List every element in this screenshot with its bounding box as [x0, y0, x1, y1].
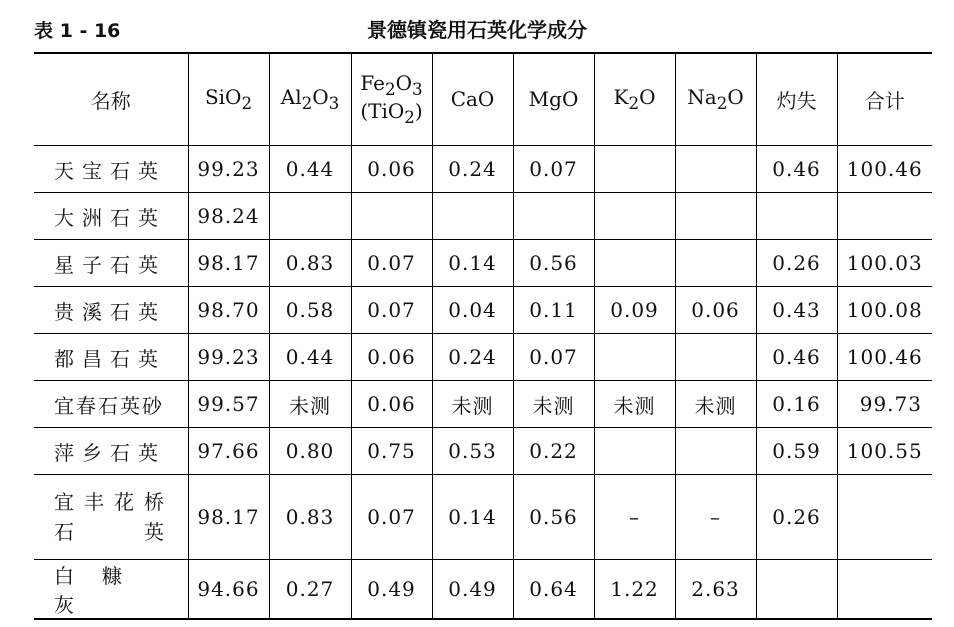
cell-loss: 0.26	[756, 475, 837, 560]
cell-fe2o3: 0.07	[351, 287, 432, 334]
cell-loss: 0.59	[756, 428, 837, 475]
cell-na2o: 未测	[675, 381, 756, 428]
cell-al2o3	[269, 193, 351, 240]
cell-cao: 0.24	[432, 334, 513, 381]
row-name-line2-end: 英	[144, 520, 164, 544]
cell-al2o3: 未测	[269, 381, 351, 428]
cell-fe2o3: 0.06	[351, 146, 432, 193]
header-total: 合计	[837, 53, 932, 146]
cell-sio2: 98.70	[188, 287, 269, 334]
cell-fe2o3: 0.07	[351, 475, 432, 560]
table-row	[34, 146, 932, 193]
cell-fe2o3: 0.75	[351, 428, 432, 475]
header-sio2: SiO$_2$	[188, 53, 269, 146]
row-name: 萍乡石英	[34, 428, 188, 475]
cell-fe2o3: 0.06	[351, 381, 432, 428]
cell-loss: 0.46	[756, 334, 837, 381]
table-caption: 景德镇瓷用石英化学成分	[367, 18, 587, 42]
cell-al2o3: 0.27	[269, 560, 351, 620]
cell-cao	[432, 193, 513, 240]
cell-sio2: 98.24	[188, 193, 269, 240]
header-row	[34, 53, 932, 146]
cell-cao: 0.24	[432, 146, 513, 193]
cell-na2o	[675, 146, 756, 193]
cell-cao: 0.53	[432, 428, 513, 475]
table-row	[34, 475, 932, 560]
row-name: 白糠灰	[34, 560, 188, 620]
row-name: 都昌石英	[34, 334, 188, 381]
header-loss: 灼失	[756, 53, 837, 146]
cell-loss: 0.16	[756, 381, 837, 428]
cell-fe2o3	[351, 193, 432, 240]
cell-al2o3: 0.80	[269, 428, 351, 475]
cell-loss: 0.43	[756, 287, 837, 334]
cell-total: 99.73	[837, 381, 932, 428]
table-number: 表 1 - 16	[34, 20, 121, 42]
cell-k2o	[594, 240, 675, 287]
cell-loss	[756, 560, 837, 620]
header-al2o3: $Al_2O_3$	[269, 53, 351, 146]
table-row	[34, 381, 932, 428]
cell-k2o	[594, 428, 675, 475]
cell-al2o3: 0.83	[269, 475, 351, 560]
row-name: 星子石英	[34, 240, 188, 287]
cell-total: 100.46	[837, 334, 932, 381]
cell-k2o: –	[594, 475, 675, 560]
cell-k2o: 1.22	[594, 560, 675, 620]
table-row	[34, 428, 932, 475]
cell-cao: 0.14	[432, 240, 513, 287]
cell-na2o: 0.06	[675, 287, 756, 334]
cell-mgo: 0.64	[513, 560, 594, 620]
cell-na2o: 2.63	[675, 560, 756, 620]
cell-mgo: 0.11	[513, 287, 594, 334]
cell-total: 100.03	[837, 240, 932, 287]
cell-k2o: 0.09	[594, 287, 675, 334]
cell-mgo: 未测	[513, 381, 594, 428]
cell-al2o3: 0.83	[269, 240, 351, 287]
cell-loss: 0.26	[756, 240, 837, 287]
cell-sio2: 98.17	[188, 240, 269, 287]
row-name: 天宝石英	[34, 146, 188, 193]
row-name-line1: 宜丰花桥	[54, 490, 174, 514]
header-cao: CaO	[432, 53, 513, 146]
table-row	[34, 334, 932, 381]
table-row	[34, 287, 932, 334]
cell-fe2o3: 0.07	[351, 240, 432, 287]
header-na2o: $Na_2O$	[675, 53, 756, 146]
composition-table	[34, 53, 932, 620]
cell-mgo: 0.07	[513, 334, 594, 381]
cell-sio2: 94.66	[188, 560, 269, 620]
row-name: 宜春石英砂	[34, 381, 188, 428]
row-name: 大洲石英	[34, 193, 188, 240]
table-row	[34, 240, 932, 287]
cell-k2o	[594, 334, 675, 381]
cell-na2o: –	[675, 475, 756, 560]
cell-cao: 未测	[432, 381, 513, 428]
row-name	[34, 475, 188, 560]
cell-total: 100.55	[837, 428, 932, 475]
cell-mgo: 0.56	[513, 475, 594, 560]
cell-cao: 0.49	[432, 560, 513, 620]
cell-fe2o3: 0.49	[351, 560, 432, 620]
table-row	[34, 560, 932, 620]
row-name: 贵溪石英	[34, 287, 188, 334]
cell-total: 100.08	[837, 287, 932, 334]
cell-cao: 0.14	[432, 475, 513, 560]
cell-total	[837, 193, 932, 240]
cell-na2o	[675, 334, 756, 381]
cell-mgo: 0.07	[513, 146, 594, 193]
cell-na2o	[675, 193, 756, 240]
cell-fe2o3: 0.06	[351, 334, 432, 381]
cell-sio2: 99.23	[188, 334, 269, 381]
cell-al2o3: 0.44	[269, 146, 351, 193]
cell-k2o	[594, 146, 675, 193]
cell-total	[837, 475, 932, 560]
cell-total	[837, 560, 932, 620]
cell-mgo: 0.56	[513, 240, 594, 287]
cell-k2o: 未测	[594, 381, 675, 428]
table-row	[34, 193, 932, 240]
cell-loss	[756, 193, 837, 240]
cell-sio2: 97.66	[188, 428, 269, 475]
cell-al2o3: 0.58	[269, 287, 351, 334]
cell-al2o3: 0.44	[269, 334, 351, 381]
cell-sio2: 99.23	[188, 146, 269, 193]
header-fe2o3-tio2: $Fe_2O_3$ (TiO$_2$)	[351, 53, 432, 146]
cell-total: 100.46	[837, 146, 932, 193]
cell-mgo: 0.22	[513, 428, 594, 475]
cell-sio2: 99.57	[188, 381, 269, 428]
cell-na2o	[675, 428, 756, 475]
cell-sio2: 98.17	[188, 475, 269, 560]
header-name: 名称	[34, 53, 188, 146]
cell-na2o	[675, 240, 756, 287]
cell-cao: 0.04	[432, 287, 513, 334]
row-name-line2-start: 石	[54, 520, 74, 544]
header-mgo: MgO	[513, 53, 594, 146]
cell-loss: 0.46	[756, 146, 837, 193]
header-k2o: $K_2O$	[594, 53, 675, 146]
cell-mgo	[513, 193, 594, 240]
cell-k2o	[594, 193, 675, 240]
